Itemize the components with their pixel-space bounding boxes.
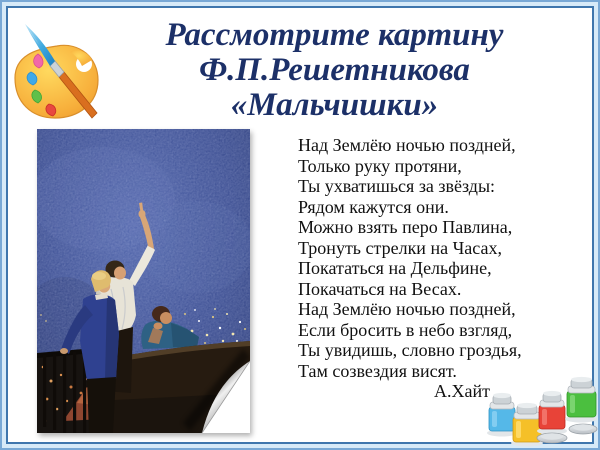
poem-line: Над Землёю ночью поздней,	[298, 299, 516, 319]
palette-icon	[8, 14, 104, 128]
poem-line: Только руку протяни,	[298, 155, 462, 176]
title-line-2: Ф.П.Решетникова	[199, 52, 470, 88]
paint-jars-graphic	[486, 365, 598, 447]
poem-line: Рядом кажутся они.	[298, 196, 449, 217]
poem-line: Если бросить в небо взгляд,	[298, 319, 513, 340]
painting-reshetnikov-malchishki	[37, 129, 250, 433]
poem-line: Тронуть стрелки на Часах,	[298, 237, 502, 258]
poem-line: Ты увидишь, словно гроздья,	[298, 340, 522, 360]
jar-red	[537, 391, 567, 435]
poem-line: Ты ухватишься за звёзды:	[298, 176, 496, 196]
jar-blue	[487, 393, 517, 437]
palette-icon-graphic	[8, 14, 104, 128]
jar-green	[565, 377, 597, 423]
poem-line: Покачаться на Весах.	[298, 278, 462, 299]
poem-line: Покататься на Дельфине,	[298, 258, 492, 278]
poem-line: Там созвездия висят.	[298, 360, 457, 381]
poem-line: Над Землёю ночью поздней,	[298, 135, 516, 155]
title-line-3: «Мальчишки»	[230, 87, 439, 123]
title-line-1: Рассмотрите картину	[165, 17, 504, 53]
poem-line: Можно взять перо Павлина,	[298, 217, 513, 237]
poem-author: А.Хайт	[434, 381, 490, 401]
slide-title	[97, 18, 572, 123]
painting-canvas	[37, 129, 250, 433]
paint-jars-icon	[486, 365, 598, 447]
poem	[298, 135, 590, 402]
